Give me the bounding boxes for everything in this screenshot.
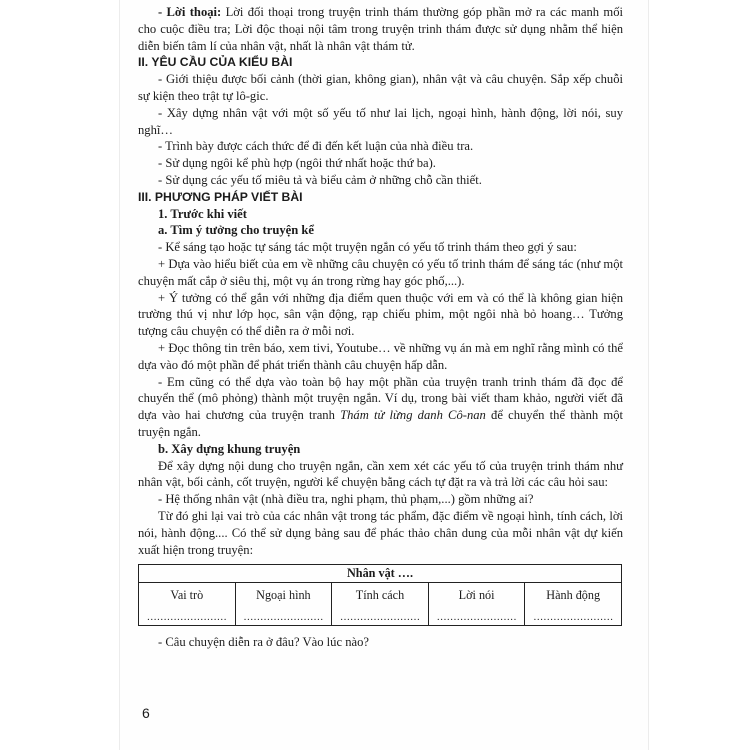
frame-paragraph: Để xây dựng nội dung cho truyện ngắn, cần xem xét các yếu tố của truyện trinh thám như nhân vật, bối cảnh, cốt truyện, người kể chuyện bằng cách tự đặt ra và trả lời các câu hỏi sau: [138, 458, 623, 490]
table-header-cell: Tính cách [332, 583, 429, 608]
comic-text-before: - Em cũng có thể dựa vào toàn bộ hay một phần của truyện tranh trinh thám đã đọc để chuyển thể (mô phỏng) thành một truyện ngắn. Ví dụ, trong bài viết tham khảo, người viết đã dựa vào hai chương của truyện tranh [138, 374, 623, 423]
dialogue-text: Lời đối thoại trong truyện trinh thám thường góp phần mở ra các manh mối cho cuộc điều tra; Lời độc thoại nội tâm trong truyện trinh thám được sử dụng nhằm thể hiện diễn biến tâm lí của nhân vật, nhất là nhân vật thám tử. [138, 5, 623, 53]
dialogue-label: - Lời thoại: [158, 5, 222, 19]
requirement-item: - Xây dựng nhân vật với một số yếu tố như lai lịch, ngoại hình, hành động, lời nói, suy nghĩ… [138, 105, 623, 137]
comic-title: Thám tử lừng danh Cô-nan [340, 408, 486, 423]
table-header-cell: Ngoại hình [235, 583, 332, 608]
requirement-item: - Sử dụng các yếu tố miêu tả và biểu cảm ở những chỗ cần thiết. [158, 172, 482, 187]
frame-paragraph: - Hệ thống nhân vật (nhà điều tra, nghi phạm, thủ phạm,...) gồm những ai? [158, 492, 534, 507]
character-table [138, 564, 622, 626]
table-header-cell: Lời nói [428, 583, 525, 608]
sub-b-heading: b. Xây dựng khung truyện [158, 441, 301, 456]
table-blank-cell: …………………… [332, 607, 429, 626]
idea-item: + Đọc thông tin trên báo, xem tivi, Youtube… về những vụ án mà em nghĩ rằng mình có thể dựa vào đó một phần để phát triển thành câu chuyện hấp dẫn. [138, 340, 623, 372]
table-blank-cell: …………………… [428, 607, 525, 626]
table-header-cell: Hành động [525, 583, 622, 608]
table-blank-cell: …………………… [139, 607, 236, 626]
page-number: 6 [142, 705, 150, 721]
step-1-heading: 1. Trước khi viết [158, 206, 247, 221]
comic-paragraph [138, 374, 623, 441]
frame-paragraph: Từ đó ghi lại vai trò của các nhân vật trong tác phẩm, đặc điểm về ngoại hình, tính cách, lời nói, hành động.... Có thể sử dụng bảng sau để phác thảo chân dung của mỗi nhân vật dự kiến xuất hiện trong truyện: [138, 508, 623, 557]
requirement-item: - Giới thiệu được bối cảnh (thời gian, không gian), nhân vật và câu chuyện. Sắp xếp chuỗi sự kiện theo trật tự lô-gic. [138, 72, 623, 103]
section-3-heading: III. PHƯƠNG PHÁP VIẾT BÀI [138, 189, 303, 204]
idea-item: + Dựa vào hiểu biết của em về những câu chuyện có yếu tố trinh thám để sáng tác (như một chuyện mất cắp ở siêu thị, một vụ án trong rừng hay góc phố,...). [138, 256, 623, 288]
comic-text-after: để chuyển thể thành một truyện ngắn. [138, 408, 623, 439]
table-title: Nhân vật …. [139, 565, 622, 583]
setting-question: - Câu chuyện diễn ra ở đâu? Vào lúc nào? [158, 635, 369, 650]
idea-item: - Kể sáng tạo hoặc tự sáng tác một truyện ngắn có yếu tố trinh thám theo gợi ý sau: [158, 240, 577, 255]
idea-item: + Ý tưởng có thể gắn với những địa điểm quen thuộc với em và có thể là không gian hiện trường thú vị như lớp học, sân vận động, rạp chiếu phim, một ngôi nhà bỏ hoang… Tưởng tượng câu chuyện có thể diễn ra ở mỗi nơi. [138, 290, 623, 339]
sub-a-heading: a. Tìm ý tưởng cho truyện kể [158, 223, 314, 238]
table-header-cell: Vai trò [139, 583, 236, 608]
requirement-item: - Trình bày được cách thức để đi đến kết luận của nhà điều tra. [158, 139, 474, 154]
page-content [138, 4, 623, 651]
table-blank-cell: …………………… [525, 607, 622, 626]
dialogue-paragraph [138, 4, 623, 54]
requirement-item: - Sử dụng ngôi kể phù hợp (ngôi thứ nhất hoặc thứ ba). [158, 156, 436, 171]
section-2-heading: II. YÊU CẦU CỦA KIỂU BÀI [138, 55, 293, 70]
table-blank-cell: …………………… [235, 607, 332, 626]
book-page [120, 0, 648, 750]
